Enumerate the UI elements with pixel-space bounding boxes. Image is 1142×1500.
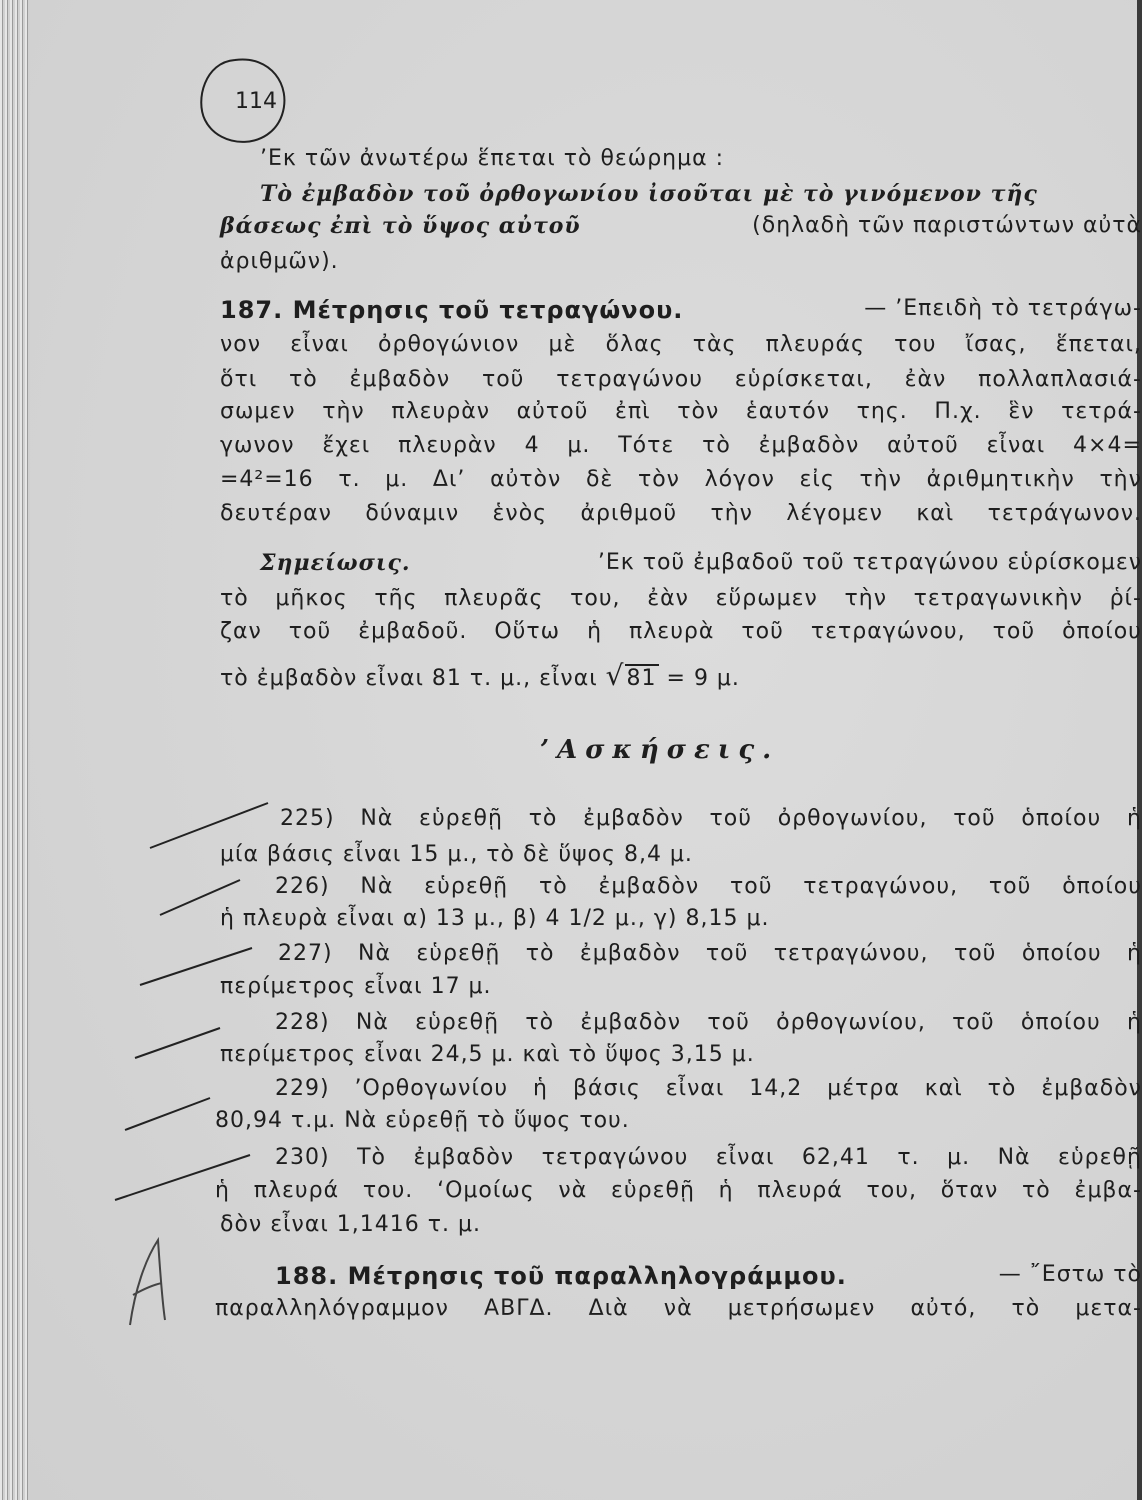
section-187-line: σωμεν τὴν πλευρὰν αὐτοῦ ἐπὶ τὸν ἑαυτόν της. Π.χ. ἓν τετρά- bbox=[220, 399, 1142, 424]
note-label: Σημείωσις. bbox=[260, 550, 411, 576]
section-187-line: γωνον ἔχει πλευρὰν 4 μ. Τότε τὸ ἐμβαδὸν αὐτοῦ εἶναι 4×4= bbox=[220, 433, 1142, 458]
theorem-normal-2: (δηλαδὴ τῶν παριστώντων αὐτὰ bbox=[752, 213, 1142, 238]
note-line-1 bbox=[260, 552, 1142, 574]
page-number: 114 bbox=[235, 89, 277, 114]
section-188-line-1 bbox=[275, 1264, 1142, 1288]
theorem-line-3: ἀριθμῶν). bbox=[220, 249, 339, 274]
exercise-line: 225) Νὰ εὑρεθῇ τὸ ἐμβαδὸν τοῦ ὀρθογωνίου, τοῦ ὁποίου ἡ bbox=[280, 806, 1142, 831]
note-last-end: = 9 μ. bbox=[666, 666, 740, 691]
intro-line: ’Εκ τῶν ἀνωτέρω ἕπεται τὸ θεώρημα : bbox=[260, 146, 725, 171]
margin-letter-a bbox=[130, 1240, 165, 1325]
section-187-line: ὅτι τὸ ἐμβαδὸν τοῦ τετραγώνου εὑρίσκεται, ἐὰν πολλαπλασιά- bbox=[220, 367, 1142, 392]
exercise-line: 227) Νὰ εὑρεθῇ τὸ ἐμβαδὸν τοῦ τετραγώνου, τοῦ ὁποίου ἡ bbox=[278, 941, 1142, 966]
exercise-line: 229) ’Ορθογωνίου ἡ βάσις εἶναι 14,2 μέτρα καὶ τὸ ἐμβαδὸν bbox=[275, 1076, 1142, 1101]
sqrt-value: 81 bbox=[626, 666, 657, 691]
page-edge bbox=[0, 0, 30, 1500]
section-187-line: δευτέραν δύναμιν ἑνὸς ἀριθμοῦ τὴν λέγομεν καὶ τετράγωνον. bbox=[220, 501, 1142, 526]
exercise-line: περίμετρος εἶναι 24,5 μ. καὶ τὸ ὕψος 3,15 μ. bbox=[220, 1042, 755, 1067]
section-187-line-1 bbox=[220, 298, 1142, 322]
note-line-1-rest: ’Εκ τοῦ ἐμβαδοῦ τοῦ τετραγώνου εὑρίσκομεν bbox=[597, 550, 1142, 575]
exercise-tick-229 bbox=[125, 1098, 210, 1130]
section-187-heading: 187. Μέτρησις τοῦ τετραγώνου. bbox=[220, 296, 684, 324]
exercise-line: μία βάσις εἶναι 15 μ., τὸ δὲ ὕψος 8,4 μ. bbox=[220, 842, 693, 867]
exercise-line: δὸν εἶναι 1,1416 τ. μ. bbox=[220, 1212, 481, 1237]
section-188-heading: 188. Μέτρησις τοῦ παραλληλογράμμου. bbox=[275, 1262, 847, 1290]
section-187-line: =4²=16 τ. μ. Δι’ αὐτὸν δὲ τὸν λόγον εἰς τὴν ἀριθμητικὴν τὴν bbox=[220, 467, 1142, 492]
theorem-line-1 bbox=[260, 183, 1038, 206]
note-line: τὸ μῆκος τῆς πλευρᾶς του, ἐὰν εὕρωμεν τὴν τετραγωνικὴν ῥί- bbox=[220, 586, 1142, 611]
exercise-line: 80,94 τ.μ. Νὰ εὑρεθῇ τὸ ὕψος του. bbox=[215, 1108, 630, 1133]
sqrt-sign: √ bbox=[605, 659, 625, 692]
exercise-tick-228 bbox=[135, 1028, 220, 1058]
section-188-line-1-rest: — ῎Εστω τὸ bbox=[998, 1262, 1142, 1287]
theorem-italic-1: Τὸ ἐμβαδὸν τοῦ ὀρθογωνίου ἰσοῦται μὲ τὸ γινόμενον τῆς bbox=[260, 181, 1038, 207]
theorem-line-2 bbox=[220, 215, 1142, 237]
exercises-heading: ’Ασκήσεις. bbox=[540, 735, 780, 765]
note-last-line bbox=[220, 659, 740, 692]
exercise-line: περίμετρος εἶναι 17 μ. bbox=[220, 974, 492, 999]
exercise-line: 226) Νὰ εὑρεθῇ τὸ ἐμβαδὸν τοῦ τετραγώνου, τοῦ ὁποίου bbox=[275, 874, 1142, 899]
exercise-line: 230) Τὸ ἐμβαδὸν τετραγώνου εἶναι 62,41 τ. μ. Νὰ εὑρεθῇ bbox=[275, 1145, 1142, 1170]
theorem-italic-2: βάσεως ἐπὶ τὸ ὕψος αὐτοῦ bbox=[220, 213, 581, 239]
exercise-line: ἡ πλευρὰ εἶναι α) 13 μ., β) 4 1/2 μ., γ) 8,15 μ. bbox=[220, 906, 770, 931]
section-187-line-1-rest: — ’Επειδὴ τὸ τετράγω- bbox=[864, 296, 1142, 321]
section-188-line-2: παραλληλόγραμμον ΑΒΓΔ. Διὰ νὰ μετρήσωμεν αὐτό, τὸ μετα- bbox=[215, 1296, 1142, 1321]
note-last-text: τὸ ἐμβαδὸν εἶναι 81 τ. μ., εἶναι bbox=[220, 666, 598, 691]
section-187-line: νον εἶναι ὀρθογώνιον μὲ ὅλας τὰς πλευράς του ἴσας, ἕπεται, bbox=[220, 332, 1142, 357]
exercise-line: ἡ πλευρά του. ‘Ομοίως νὰ εὑρεθῇ ἡ πλευρά του, ὅταν τὸ ἐμβα- bbox=[215, 1178, 1142, 1203]
book-page bbox=[30, 0, 1142, 1500]
exercise-line: 228) Νὰ εὑρεθῇ τὸ ἐμβαδὸν τοῦ ὀρθογωνίου, τοῦ ὁποίου ἡ bbox=[275, 1010, 1142, 1035]
note-line: ζαν τοῦ ἐμβαδοῦ. Οὕτω ἡ πλευρὰ τοῦ τετραγώνου, τοῦ ὁποίου bbox=[220, 619, 1142, 644]
